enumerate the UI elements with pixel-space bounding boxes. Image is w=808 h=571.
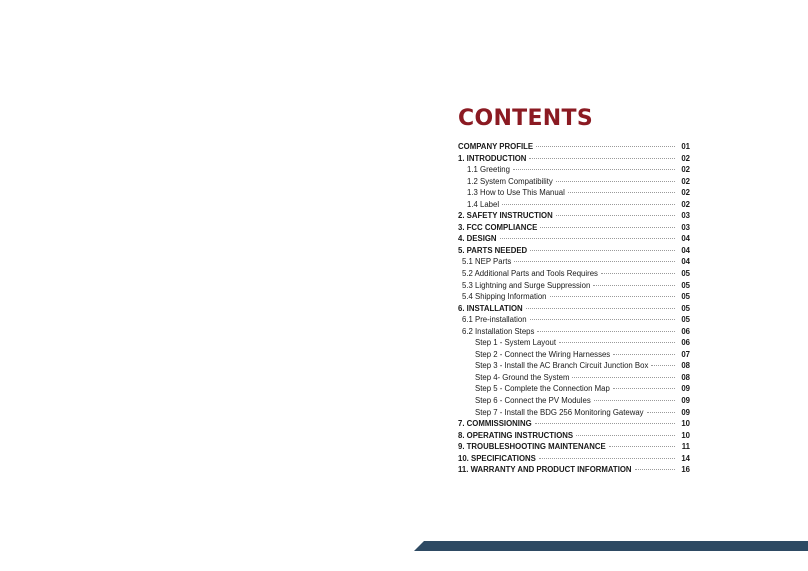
toc-dot-leader (559, 342, 675, 343)
toc-entry[interactable] (458, 408, 690, 420)
toc-entry-page-number: 02 (681, 199, 690, 209)
toc-entry-label: 4. DESIGN (458, 234, 497, 244)
toc-entry-page-number: 04 (681, 234, 690, 244)
toc-dot-leader (576, 435, 675, 436)
toc-entry[interactable] (458, 177, 690, 189)
toc-entry-page-number: 01 (681, 142, 690, 151)
toc-entry-label: 1.2 System Compatibility (467, 176, 553, 186)
toc-entry-page-number: 03 (681, 211, 690, 221)
toc-entry-page-number: 05 (681, 269, 690, 279)
toc-dot-leader (601, 273, 675, 274)
toc-entry-label: 5. PARTS NEEDED (458, 245, 528, 255)
toc-entry-label: COMPANY PROFILE (458, 142, 534, 151)
toc-entry-page-number: 02 (681, 153, 690, 163)
contents-heading: CONTENTS (458, 106, 593, 131)
toc-dot-leader (513, 169, 675, 170)
toc-entry-label: Step 2 - Connect the Wiring Harnesses (475, 349, 611, 359)
toc-entry-label: 9. TROUBLESHOOTING MAINTENANCE (458, 442, 606, 452)
toc-dot-leader (550, 296, 675, 297)
toc-dot-leader (572, 377, 675, 378)
toc-dot-leader (514, 261, 675, 262)
toc-dot-leader (556, 181, 675, 182)
toc-entry-page-number: 02 (681, 188, 690, 198)
toc-entry-page-number: 04 (681, 257, 690, 267)
footer-accent-band (414, 541, 808, 551)
toc-entry-label: Step 5 - Complete the Connection Map (475, 384, 610, 394)
toc-entry-label: Step 4- Ground the System (475, 372, 570, 382)
toc-dot-leader (613, 354, 675, 355)
toc-entry[interactable] (458, 431, 690, 443)
toc-dot-leader (537, 331, 675, 332)
toc-entry-label: 5.4 Shipping Information (462, 292, 547, 302)
toc-entry-label: 1. INTRODUCTION (458, 153, 527, 163)
toc-entry-label: 6.2 Installation Steps (462, 326, 535, 336)
toc-entry[interactable] (458, 281, 690, 293)
toc-entry[interactable] (458, 442, 690, 454)
toc-entry[interactable] (458, 223, 690, 235)
toc-entry[interactable] (458, 246, 690, 258)
toc-entry-label: 1.3 How to Use This Manual (467, 188, 565, 198)
toc-dot-leader (635, 469, 675, 470)
toc-entry-label: 6.1 Pre-installation (462, 315, 527, 325)
toc-entry-label: Step 7 - Install the BDG 256 Monitoring Gateway (475, 407, 644, 417)
toc-entry-page-number: 05 (681, 280, 690, 290)
toc-entry-page-number: 10 (681, 419, 690, 429)
toc-entry-page-number: 08 (681, 372, 690, 382)
toc-entry-page-number: 11 (681, 442, 690, 452)
toc-entry[interactable] (458, 234, 690, 246)
toc-entry-page-number: 03 (681, 222, 690, 232)
toc-dot-leader (647, 412, 675, 413)
toc-entry-label: Step 1 - System Layout (475, 338, 557, 348)
toc-entry[interactable] (458, 396, 690, 408)
toc-entry[interactable] (458, 304, 690, 316)
toc-entry[interactable] (458, 165, 690, 177)
toc-entry[interactable] (458, 154, 690, 166)
toc-entry-page-number: 05 (681, 315, 690, 325)
toc-dot-leader (536, 146, 675, 147)
toc-entry-label: 8. OPERATING INSTRUCTIONS (458, 430, 574, 440)
toc-entry-page-number: 14 (681, 453, 690, 463)
toc-entry-page-number: 09 (681, 384, 690, 394)
table-of-contents (458, 142, 690, 477)
toc-entry-page-number: 09 (681, 407, 690, 417)
toc-entry[interactable] (458, 200, 690, 212)
toc-entry-page-number: 04 (681, 245, 690, 255)
toc-entry-label: Step 3 - Install the AC Branch Circuit Junction Box (475, 361, 649, 371)
toc-entry-page-number: 16 (681, 465, 690, 475)
toc-dot-leader (568, 192, 675, 193)
toc-entry[interactable] (458, 315, 690, 327)
toc-entry[interactable] (458, 292, 690, 304)
toc-entry-label: 3. FCC COMPLIANCE (458, 222, 538, 232)
toc-dot-leader (594, 400, 675, 401)
toc-entry[interactable] (458, 211, 690, 223)
toc-entry-page-number: 05 (681, 303, 690, 313)
toc-dot-leader (613, 388, 675, 389)
toc-entry[interactable] (458, 384, 690, 396)
toc-entry-label: 6. INSTALLATION (458, 303, 523, 313)
toc-entry[interactable] (458, 454, 690, 466)
toc-dot-leader (556, 215, 675, 216)
toc-entry[interactable] (458, 419, 690, 431)
toc-entry-page-number: 07 (681, 349, 690, 359)
toc-dot-leader (530, 319, 675, 320)
toc-entry-page-number: 08 (681, 361, 690, 371)
toc-entry[interactable] (458, 361, 690, 373)
toc-entry[interactable] (458, 269, 690, 281)
toc-dot-leader (609, 446, 675, 447)
toc-dot-leader (540, 227, 675, 228)
toc-entry[interactable] (458, 350, 690, 362)
toc-dot-leader (530, 250, 675, 251)
toc-dot-leader (539, 458, 675, 459)
toc-entry-label: 1.1 Greeting (467, 165, 510, 175)
toc-entry-label: 5.2 Additional Parts and Tools Requires (462, 269, 598, 279)
toc-entry[interactable] (458, 188, 690, 200)
toc-entry[interactable] (458, 257, 690, 269)
toc-dot-leader (529, 158, 675, 159)
toc-dot-leader (651, 365, 675, 366)
toc-entry-page-number: 06 (681, 326, 690, 336)
toc-dot-leader (535, 423, 675, 424)
toc-entry[interactable] (458, 373, 690, 385)
toc-entry-page-number: 05 (681, 292, 690, 302)
toc-entry-page-number: 02 (681, 165, 690, 175)
toc-entry[interactable] (458, 142, 690, 154)
toc-entry-page-number: 02 (681, 176, 690, 186)
toc-entry[interactable] (458, 338, 690, 350)
toc-dot-leader (500, 238, 675, 239)
toc-entry[interactable] (458, 465, 690, 477)
toc-entry-page-number: 10 (681, 430, 690, 440)
toc-entry-page-number: 06 (681, 338, 690, 348)
toc-entry-label: 2. SAFETY INSTRUCTION (458, 211, 553, 221)
toc-entry-label: 1.4 Label (467, 199, 500, 209)
toc-entry-page-number: 09 (681, 396, 690, 406)
toc-entry-label: 5.3 Lightning and Surge Suppression (462, 280, 591, 290)
toc-entry-label: 11. WARRANTY AND PRODUCT INFORMATION (458, 465, 632, 475)
toc-dot-leader (526, 308, 675, 309)
toc-entry-label: 5.1 NEP Parts (462, 257, 512, 267)
toc-entry-label: 7. COMMISSIONING (458, 419, 532, 429)
toc-entry[interactable] (458, 327, 690, 339)
toc-entry-label: 10. SPECIFICATIONS (458, 453, 536, 463)
toc-entry-label: Step 6 - Connect the PV Modules (475, 396, 591, 406)
toc-dot-leader (593, 285, 675, 286)
toc-dot-leader (502, 204, 675, 205)
